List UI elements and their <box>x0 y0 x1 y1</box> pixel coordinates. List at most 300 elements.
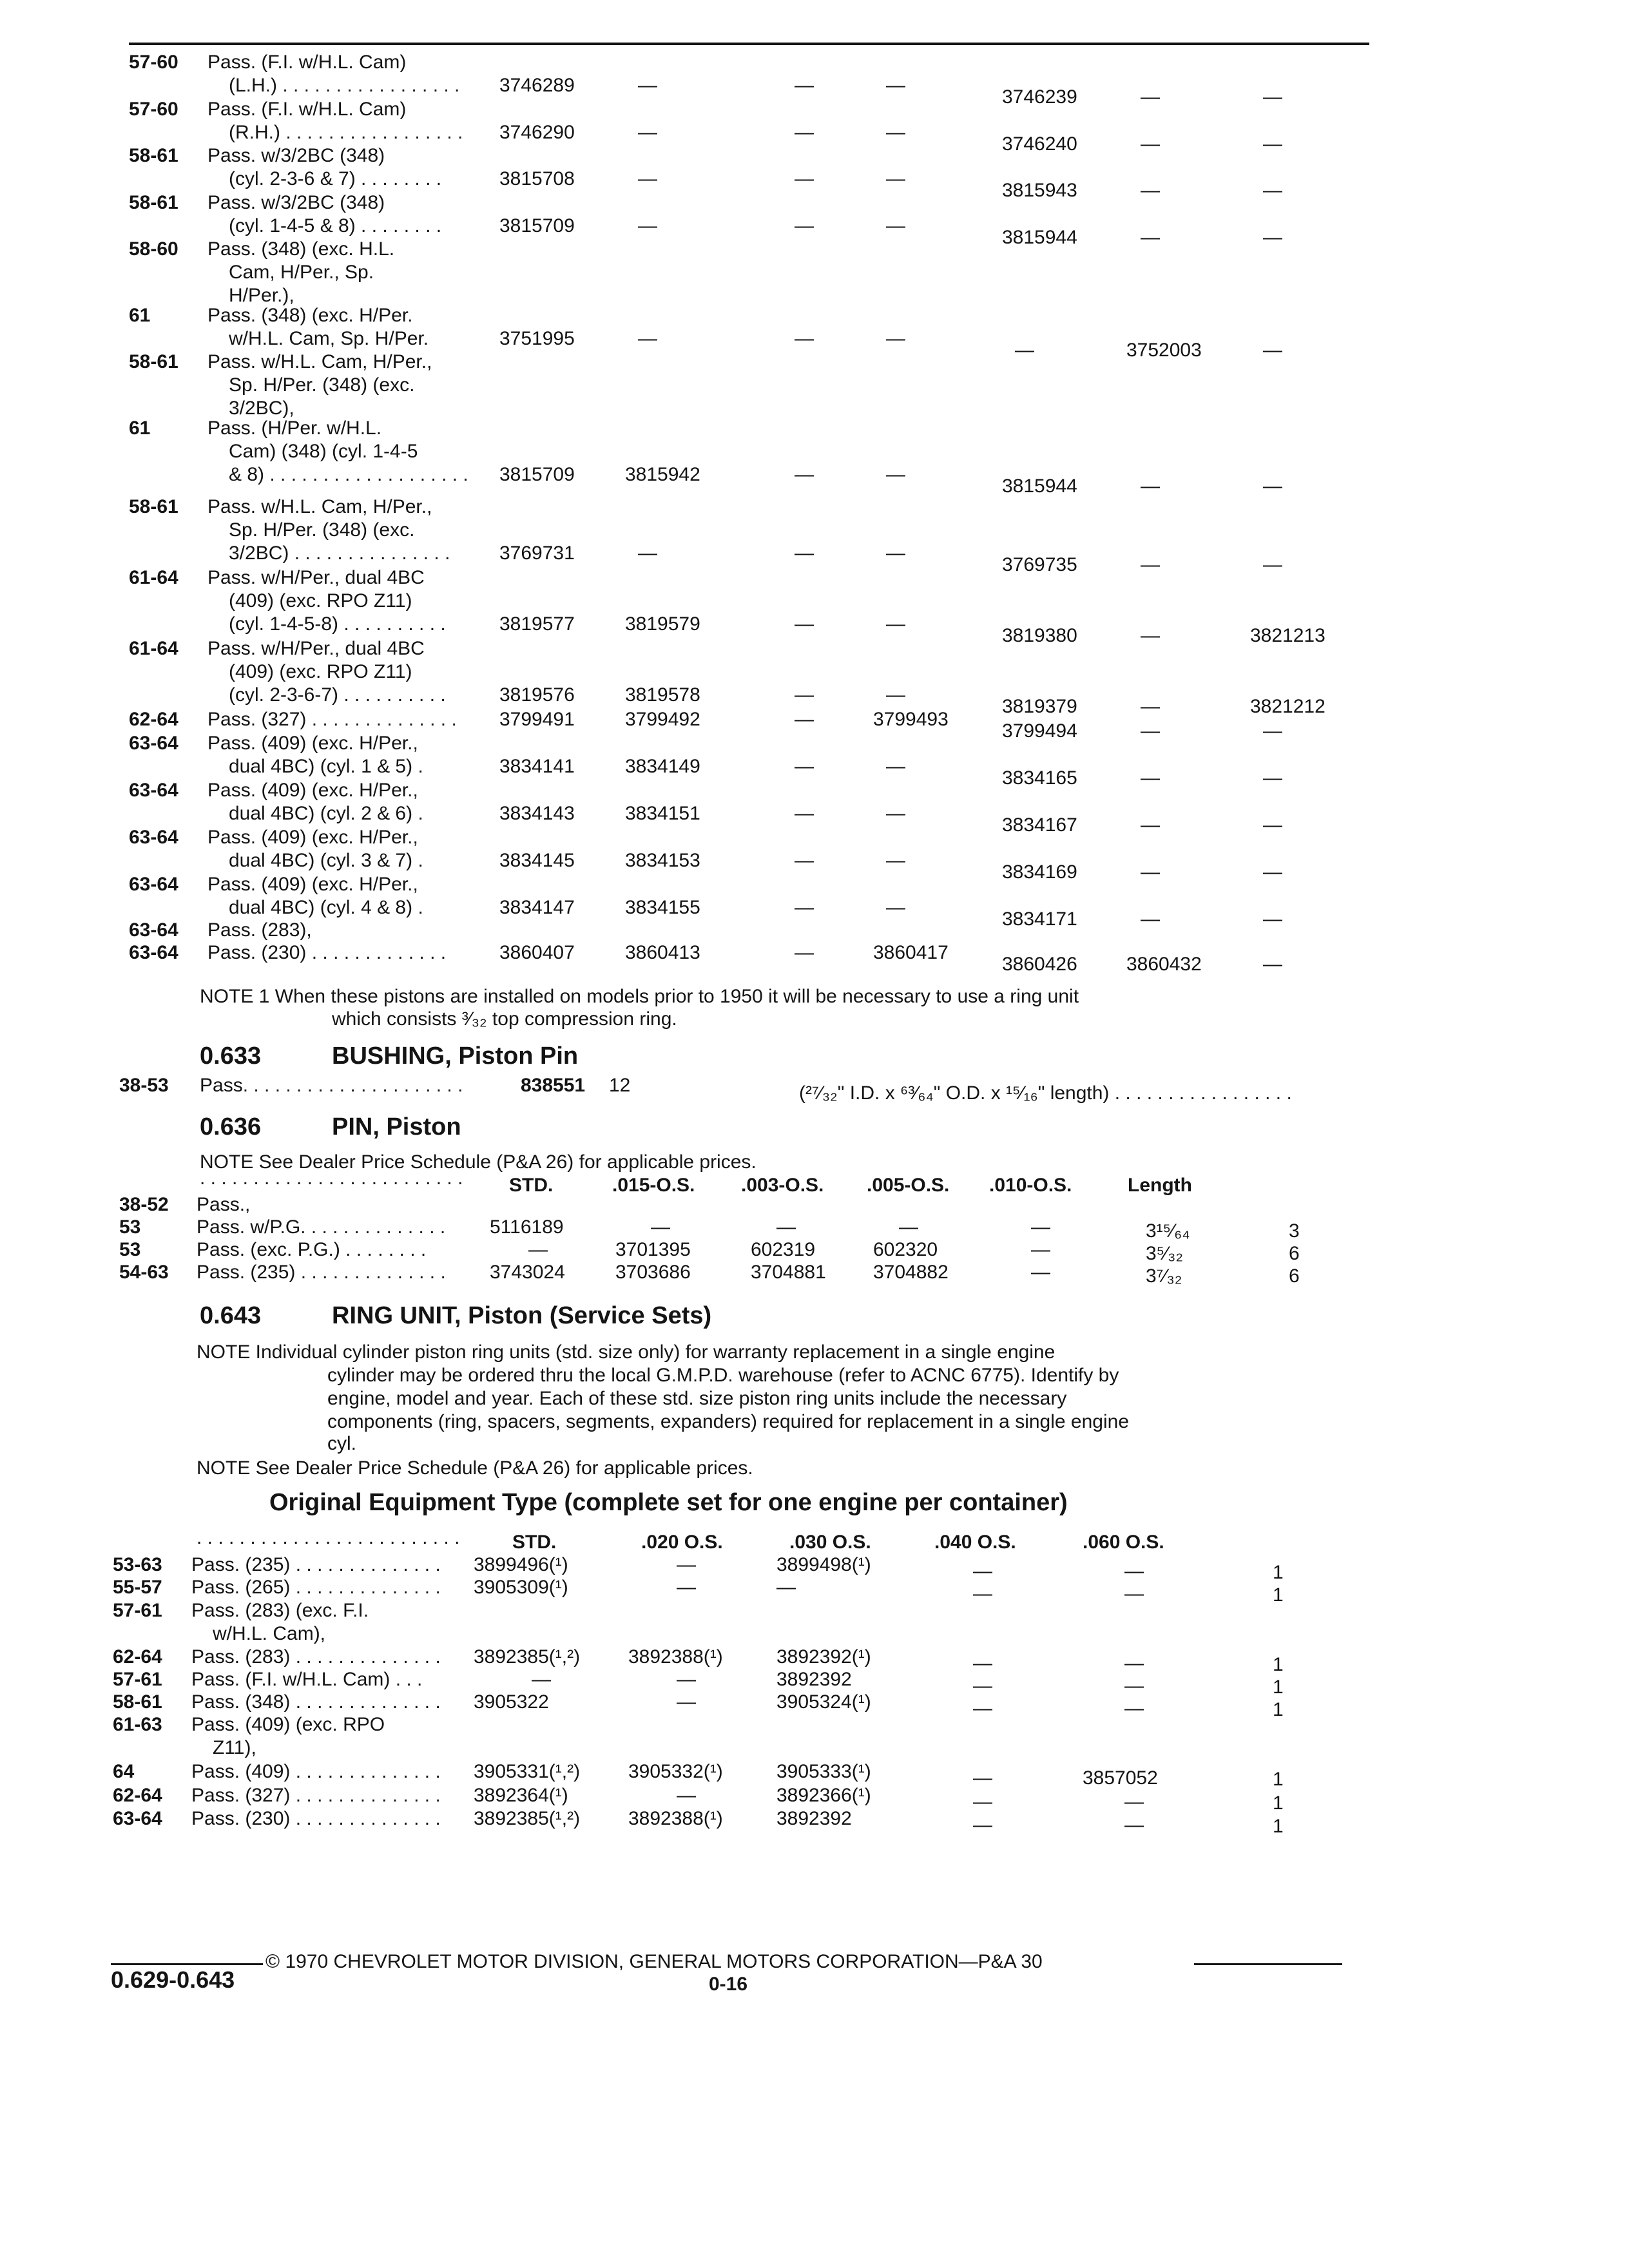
ring-row-040: — <box>973 1675 992 1696</box>
piston-row-desc: Pass. (409) (exc. H/Per., <box>207 733 418 754</box>
pin-row-desc: Pass. w/P.G. . . . . . . . . . . . . . <box>197 1216 446 1238</box>
piston-row-c4: — <box>886 215 905 236</box>
pin-row-length: 3¹⁵⁄₆₄ <box>1146 1220 1190 1242</box>
ring-row-desc: Pass. (230) . . . . . . . . . . . . . . <box>191 1808 441 1829</box>
ring-row-060: — <box>1124 1814 1144 1836</box>
ring-row-040: — <box>973 1698 992 1719</box>
piston-row-c4: — <box>886 75 905 96</box>
top-rule <box>129 43 1369 45</box>
piston-row-c6: — <box>1141 767 1160 789</box>
ring-row-030: 3905333(¹) <box>776 1761 871 1782</box>
piston-row-std: 3746290 <box>499 122 575 143</box>
note-1-line-2: which consists ³⁄₃₂ top compression ring. <box>332 1008 677 1030</box>
piston-row-std: 3819577 <box>499 613 575 635</box>
piston-row-years: 63-64 <box>129 942 178 963</box>
pin-row-qty: 3 <box>1289 1220 1300 1242</box>
piston-row-c2: — <box>638 543 657 564</box>
pin-row-015: 3701395 <box>615 1239 691 1260</box>
pin-row-005: — <box>899 1216 918 1238</box>
ring-row-desc-cont: w/H.L. Cam), <box>213 1623 326 1644</box>
piston-row-c4: — <box>886 756 905 777</box>
piston-row-c2: — <box>638 215 657 236</box>
piston-row-c7: — <box>1263 767 1282 789</box>
ring-row-years: 62-64 <box>113 1646 162 1667</box>
ring-row-std: — <box>532 1669 551 1690</box>
ring-section-number: 0.643 <box>200 1302 262 1329</box>
piston-row-years: 58-61 <box>129 192 178 213</box>
piston-row-c2: 3834149 <box>625 756 700 777</box>
ring-row-qty: 1 <box>1273 1792 1284 1814</box>
ring-row-years: 53-63 <box>113 1554 162 1575</box>
piston-row-desc: 3/2BC), <box>229 398 294 419</box>
ring-row-040: — <box>973 1653 992 1674</box>
pin-row-years: 53 <box>119 1216 141 1238</box>
ring-row-std: 3899496(¹) <box>474 1554 568 1575</box>
piston-row-desc: H/Per.), <box>229 285 294 306</box>
piston-row-desc: (L.H.) . . . . . . . . . . . . . . . . . <box>229 75 460 96</box>
piston-row-c5: 3769735 <box>1002 554 1077 575</box>
piston-row-c5: — <box>1015 340 1034 361</box>
piston-row-c3: — <box>795 75 814 96</box>
piston-row-c2: 3860413 <box>625 942 700 963</box>
piston-row-c4: — <box>886 543 905 564</box>
pin-row-003: 602319 <box>751 1239 816 1260</box>
pin-row-003: 3704881 <box>751 1262 826 1283</box>
pin-header: .015-O.S. <box>612 1175 695 1196</box>
ring-row-years: 58-61 <box>113 1691 162 1713</box>
piston-row-years: 63-64 <box>129 733 178 754</box>
piston-row-c5: 3819379 <box>1002 696 1077 717</box>
piston-row-c3: — <box>795 122 814 143</box>
pin-row-qty: 6 <box>1289 1265 1300 1287</box>
piston-row-c4: — <box>886 684 905 706</box>
piston-row-c2: — <box>638 75 657 96</box>
piston-row-desc: (cyl. 2-3-6 & 7) . . . . . . . . <box>229 168 442 189</box>
pin-row-std: 5116189 <box>490 1216 564 1238</box>
pin-row-desc: Pass. (235) . . . . . . . . . . . . . . <box>197 1262 446 1283</box>
piston-row-c4: — <box>886 168 905 189</box>
ring-row-040: — <box>973 1791 992 1812</box>
piston-row-std: 3746289 <box>499 75 575 96</box>
pin-row-desc: Pass. (exc. P.G.) . . . . . . . . <box>197 1239 427 1260</box>
ring-row-std: 3892385(¹,²) <box>474 1646 581 1667</box>
ring-row-qty: 1 <box>1273 1769 1284 1790</box>
piston-row-c6: — <box>1141 133 1160 155</box>
ring-row-years: 62-64 <box>113 1785 162 1806</box>
piston-row-desc: Pass. (409) (exc. H/Per., <box>207 827 418 848</box>
pin-header: STD. <box>509 1175 554 1196</box>
piston-row-desc: Pass. w/H.L. Cam, H/Per., <box>207 351 432 372</box>
piston-row-c3: — <box>795 328 814 349</box>
piston-row-years: 63-64 <box>129 780 178 801</box>
piston-row-c4: — <box>886 850 905 871</box>
piston-row-std: 3819576 <box>499 684 575 706</box>
pin-row-015: — <box>651 1216 670 1238</box>
ring-row-desc: Pass. (283) . . . . . . . . . . . . . . <box>191 1646 441 1667</box>
ring-row-030: 3892392(¹) <box>776 1646 871 1667</box>
ring-row-030: 3892392 <box>776 1808 852 1829</box>
piston-row-years: 61-64 <box>129 638 178 659</box>
ring-row-020: 3905332(¹) <box>628 1761 723 1782</box>
ring-row-030: — <box>776 1577 796 1598</box>
ring-row-desc: Pass. (348) . . . . . . . . . . . . . . <box>191 1691 441 1713</box>
ring-row-qty: 1 <box>1273 1677 1284 1698</box>
ring-row-desc: Pass. (327) . . . . . . . . . . . . . . <box>191 1785 441 1806</box>
piston-row-c5: 3746239 <box>1002 86 1077 108</box>
piston-row-c7: — <box>1263 954 1282 975</box>
ring-row-desc-cont: Z11), <box>213 1737 256 1758</box>
piston-row-std: 3815709 <box>499 215 575 236</box>
bushing-section-title: BUSHING, Piston Pin <box>332 1043 579 1070</box>
ring-header: STD. <box>512 1532 557 1553</box>
piston-row-c7: 3821212 <box>1250 696 1325 717</box>
pin-row-010: — <box>1031 1262 1050 1283</box>
piston-row-c5: 3834169 <box>1002 861 1077 883</box>
piston-row-std: 3815708 <box>499 168 575 189</box>
ring-row-040: — <box>973 1767 992 1789</box>
piston-row-c2: 3799492 <box>625 709 700 730</box>
piston-row-c7: — <box>1263 227 1282 248</box>
footer-range: 0.629-0.643 <box>111 1966 235 1993</box>
piston-row-desc: dual 4BC) (cyl. 1 & 5) . <box>229 756 423 777</box>
ring-row-qty: 1 <box>1273 1584 1284 1606</box>
ring-row-030: 3905324(¹) <box>776 1691 871 1713</box>
piston-row-c2: — <box>638 328 657 349</box>
piston-row-desc: dual 4BC) (cyl. 3 & 7) . <box>229 850 423 871</box>
footer-rule-right <box>1194 1963 1342 1965</box>
piston-row-std: 3751995 <box>499 328 575 349</box>
piston-row-c3: — <box>795 756 814 777</box>
ring-dots: . . . . . . . . . . . . . . . . . . . . . . . . . <box>197 1527 460 1548</box>
pin-row-015: 3703686 <box>615 1262 691 1283</box>
piston-row-c6: 3752003 <box>1126 340 1202 361</box>
ring-row-020: — <box>677 1785 696 1806</box>
piston-row-years: 58-60 <box>129 238 178 260</box>
ring-note-a-2: cylinder may be ordered thru the local G.M.P.D. warehouse (refer to ACNC 6775). Identify by <box>327 1365 1119 1386</box>
ring-row-desc: Pass. (235) . . . . . . . . . . . . . . <box>191 1554 441 1575</box>
piston-row-desc: Pass. w/H.L. Cam, H/Per., <box>207 496 432 517</box>
piston-row-c2: 3834153 <box>625 850 700 871</box>
pin-row-years: 38-52 <box>119 1194 169 1215</box>
piston-row-c3: — <box>795 709 814 730</box>
piston-row-desc: Cam) (348) (cyl. 1-4-5 <box>229 441 418 462</box>
piston-row-c4: — <box>886 122 905 143</box>
ring-note-a-5: cyl. <box>327 1433 356 1454</box>
ring-row-030: 3892392 <box>776 1669 852 1690</box>
piston-row-desc: Pass. (230) . . . . . . . . . . . . . <box>207 942 447 963</box>
piston-row-years: 63-64 <box>129 827 178 848</box>
piston-row-desc: Sp. H/Per. (348) (exc. <box>229 519 415 541</box>
piston-row-desc: Cam, H/Per., Sp. <box>229 262 374 283</box>
piston-row-c7: — <box>1263 720 1282 742</box>
ring-row-desc: Pass. (265) . . . . . . . . . . . . . . <box>191 1577 441 1598</box>
piston-row-c5: 3819380 <box>1002 625 1077 646</box>
ring-row-060: — <box>1124 1675 1144 1696</box>
ring-row-020: — <box>677 1554 696 1575</box>
piston-row-desc: Pass. (409) (exc. H/Per., <box>207 874 418 895</box>
piston-row-desc: (cyl. 1-4-5 & 8) . . . . . . . . <box>229 215 442 236</box>
footer-rule-left <box>111 1963 263 1965</box>
piston-row-c7: — <box>1263 133 1282 155</box>
piston-row-desc: Pass. (283), <box>207 919 312 941</box>
pin-row-010: — <box>1031 1239 1050 1260</box>
ring-header: .060 O.S. <box>1083 1532 1164 1553</box>
piston-row-c6: — <box>1141 86 1160 108</box>
ring-row-std: 3905309(¹) <box>474 1577 568 1598</box>
piston-row-desc: Pass. (F.I. w/H.L. Cam) <box>207 99 407 120</box>
ring-subtitle: Original Equipment Type (complete set for one engine per container) <box>269 1489 1068 1516</box>
ring-row-040: — <box>973 1561 992 1582</box>
piston-row-std: 3815709 <box>499 464 575 485</box>
piston-row-years: 61 <box>129 418 151 439</box>
piston-row-c3: — <box>795 464 814 485</box>
piston-row-c4: — <box>886 464 905 485</box>
ring-row-years: 57-61 <box>113 1600 162 1621</box>
piston-row-years: 58-61 <box>129 351 178 372</box>
ring-row-desc: Pass. (283) (exc. F.I. <box>191 1600 369 1621</box>
pin-row-std: — <box>528 1239 548 1260</box>
ring-row-years: 63-64 <box>113 1808 162 1829</box>
piston-row-c7: — <box>1263 476 1282 497</box>
ring-row-020: 3892388(¹) <box>628 1808 723 1829</box>
piston-row-c5: 3746240 <box>1002 133 1077 155</box>
piston-row-desc: Pass. w/H/Per., dual 4BC <box>207 567 425 588</box>
piston-row-desc: Pass. (409) (exc. H/Per., <box>207 780 418 801</box>
ring-row-desc: Pass. (F.I. w/H.L. Cam) . . . <box>191 1669 423 1690</box>
piston-row-c6: — <box>1141 180 1160 201</box>
ring-row-std: 3892364(¹) <box>474 1785 568 1806</box>
piston-row-c5: 3815944 <box>1002 476 1077 497</box>
piston-row-c2: 3834155 <box>625 897 700 918</box>
ring-row-std: 3905322 <box>474 1691 549 1713</box>
ring-row-qty: 1 <box>1273 1699 1284 1720</box>
pin-row-years: 53 <box>119 1239 141 1260</box>
piston-row-std: 3834143 <box>499 803 575 824</box>
ring-row-040: — <box>973 1583 992 1604</box>
piston-row-desc: & 8) . . . . . . . . . . . . . . . . . . . <box>229 464 468 485</box>
piston-row-desc: Pass. (348) (exc. H.L. <box>207 238 395 260</box>
piston-row-c2: — <box>638 168 657 189</box>
piston-row-c7: — <box>1263 814 1282 836</box>
piston-row-desc: Pass. w/H/Per., dual 4BC <box>207 638 425 659</box>
note-1-line-1: NOTE 1 When these pistons are installed on models prior to 1950 it will be necessary to use a ring unit <box>200 986 1079 1007</box>
piston-row-desc: Pass. (F.I. w/H.L. Cam) <box>207 52 407 73</box>
piston-row-desc: Pass. w/3/2BC (348) <box>207 145 385 166</box>
ring-row-060: — <box>1124 1698 1144 1719</box>
piston-row-desc: (409) (exc. RPO Z11) <box>229 661 412 682</box>
piston-row-c2: 3819579 <box>625 613 700 635</box>
ring-section-title: RING UNIT, Piston (Service Sets) <box>332 1302 712 1329</box>
bushing-section-number: 0.633 <box>200 1043 262 1070</box>
piston-row-c7: 3821213 <box>1250 625 1325 646</box>
piston-row-c4: — <box>886 803 905 824</box>
piston-row-desc: (R.H.) . . . . . . . . . . . . . . . . . <box>229 122 463 143</box>
ring-row-030: 3899498(¹) <box>776 1554 871 1575</box>
piston-row-c6: — <box>1141 227 1160 248</box>
piston-row-desc: dual 4BC) (cyl. 2 & 6) . <box>229 803 423 824</box>
bushing-qty: 12 <box>609 1075 631 1096</box>
piston-row-years: 58-61 <box>129 496 178 517</box>
ring-note-a-1: NOTE Individual cylinder piston ring units (std. size only) for warranty replacement in a single engine <box>197 1341 1055 1363</box>
piston-row-std: 3834141 <box>499 756 575 777</box>
ring-row-020: — <box>677 1691 696 1713</box>
ring-row-qty: 1 <box>1273 1816 1284 1837</box>
pin-header: .005-O.S. <box>867 1175 950 1196</box>
piston-row-c6: — <box>1141 476 1160 497</box>
bushing-years: 38-53 <box>119 1075 169 1096</box>
ring-row-desc: Pass. (409) (exc. RPO <box>191 1714 385 1735</box>
piston-row-years: 57-60 <box>129 99 178 120</box>
piston-row-c6: — <box>1141 554 1160 575</box>
piston-row-c3: — <box>795 613 814 635</box>
piston-row-c7: — <box>1263 86 1282 108</box>
piston-row-c6: — <box>1141 720 1160 742</box>
piston-row-c7: — <box>1263 554 1282 575</box>
bushing-desc: Pass. . . . . . . . . . . . . . . . . . . . . <box>200 1075 463 1096</box>
pin-row-std: 3743024 <box>490 1262 565 1283</box>
piston-row-c6: — <box>1141 696 1160 717</box>
piston-row-c3: — <box>795 168 814 189</box>
piston-row-desc: (409) (exc. RPO Z11) <box>229 590 412 611</box>
pin-row-qty: 6 <box>1289 1243 1300 1264</box>
ring-row-060: — <box>1124 1561 1144 1582</box>
piston-row-c5: 3815943 <box>1002 180 1077 201</box>
piston-row-desc: Sp. H/Per. (348) (exc. <box>229 374 415 396</box>
ring-header: .040 O.S. <box>934 1532 1016 1553</box>
ring-row-060: — <box>1124 1653 1144 1674</box>
ring-row-020: — <box>677 1577 696 1598</box>
piston-row-std: 3860407 <box>499 942 575 963</box>
piston-row-c4: — <box>886 897 905 918</box>
ring-header: .030 O.S. <box>789 1532 871 1553</box>
piston-row-c3: — <box>795 942 814 963</box>
piston-row-c5: 3834171 <box>1002 908 1077 930</box>
ring-row-std: 3892385(¹,²) <box>474 1808 581 1829</box>
ring-row-020: 3892388(¹) <box>628 1646 723 1667</box>
ring-row-060: — <box>1124 1583 1144 1604</box>
ring-row-years: 64 <box>113 1761 135 1782</box>
piston-row-c3: — <box>795 543 814 564</box>
piston-row-std: 3834147 <box>499 897 575 918</box>
piston-row-c5: 3815944 <box>1002 227 1077 248</box>
ring-row-years: 61-63 <box>113 1714 162 1735</box>
footer-copyright: © 1970 CHEVROLET MOTOR DIVISION, GENERAL MOTORS CORPORATION—P&A 30 <box>265 1951 1043 1972</box>
piston-row-c7: — <box>1263 340 1282 361</box>
pin-row-005: 602320 <box>873 1239 938 1260</box>
piston-row-years: 62-64 <box>129 709 178 730</box>
piston-row-c5: 3799494 <box>1002 720 1077 742</box>
piston-row-c5: 3860426 <box>1002 954 1077 975</box>
piston-row-c6: 3860432 <box>1126 954 1202 975</box>
piston-row-years: 58-61 <box>129 145 178 166</box>
piston-row-c6: — <box>1141 625 1160 646</box>
piston-row-c5: 3834167 <box>1002 814 1077 836</box>
ring-note-a-4: components (ring, spacers, segments, expanders) required for replacement in a single engine <box>327 1411 1130 1432</box>
piston-row-desc: 3/2BC) . . . . . . . . . . . . . . . <box>229 543 450 564</box>
piston-row-c2: 3834151 <box>625 803 700 824</box>
pin-row-003: — <box>776 1216 796 1238</box>
piston-row-desc: w/H.L. Cam, Sp. H/Per. <box>229 328 429 349</box>
piston-row-c3: — <box>795 803 814 824</box>
ring-row-years: 55-57 <box>113 1577 162 1598</box>
piston-row-c3: — <box>795 684 814 706</box>
pin-row-010: — <box>1031 1216 1050 1238</box>
piston-row-std: 3834145 <box>499 850 575 871</box>
pin-section-number: 0.636 <box>200 1113 262 1140</box>
bushing-spec: (²⁷⁄₃₂" I.D. x ⁶³⁄₆₄" O.D. x ¹⁵⁄₁₆" length) . . . . . . . . . . . . . . . . . <box>799 1082 1292 1104</box>
piston-row-std: 3769731 <box>499 543 575 564</box>
piston-row-years: 61 <box>129 305 151 326</box>
piston-row-c4: 3860417 <box>873 942 949 963</box>
piston-row-c2: — <box>638 122 657 143</box>
pin-header: Length <box>1128 1175 1192 1196</box>
ring-row-060: 3857052 <box>1083 1767 1158 1789</box>
piston-row-c7: — <box>1263 861 1282 883</box>
piston-row-desc: Pass. w/3/2BC (348) <box>207 192 385 213</box>
pin-row-length: 3⁵⁄₃₂ <box>1146 1243 1183 1264</box>
ring-row-020: — <box>677 1669 696 1690</box>
ring-row-qty: 1 <box>1273 1562 1284 1583</box>
piston-row-years: 63-64 <box>129 919 178 941</box>
piston-row-years: 61-64 <box>129 567 178 588</box>
piston-row-desc: Pass. (327) . . . . . . . . . . . . . . <box>207 709 457 730</box>
pin-header: .010-O.S. <box>989 1175 1072 1196</box>
ring-row-desc: Pass. (409) . . . . . . . . . . . . . . <box>191 1761 441 1782</box>
piston-row-c6: — <box>1141 908 1160 930</box>
ring-row-qty: 1 <box>1273 1654 1284 1675</box>
piston-row-c4: 3799493 <box>873 709 949 730</box>
ring-row-060: — <box>1124 1791 1144 1812</box>
pin-section-title: PIN, Piston <box>332 1113 461 1140</box>
ring-note-a-3: engine, model and year. Each of these std. size piston ring units include the necessary <box>327 1388 1067 1409</box>
piston-row-c7: — <box>1263 180 1282 201</box>
pin-row-length: 3⁷⁄₃₂ <box>1146 1265 1182 1287</box>
piston-row-desc: Pass. (348) (exc. H/Per. <box>207 305 413 326</box>
ring-row-030: 3892366(¹) <box>776 1785 871 1806</box>
piston-row-desc: (cyl. 1-4-5-8) . . . . . . . . . . <box>229 613 446 635</box>
piston-row-c2: 3819578 <box>625 684 700 706</box>
piston-row-c4: — <box>886 613 905 635</box>
piston-row-c6: — <box>1141 861 1160 883</box>
piston-row-desc: (cyl. 2-3-6-7) . . . . . . . . . . <box>229 684 446 706</box>
ring-note-b: NOTE See Dealer Price Schedule (P&A 26) for applicable prices. <box>197 1457 753 1479</box>
piston-row-c3: — <box>795 850 814 871</box>
bushing-part: 838551 <box>521 1075 586 1096</box>
piston-row-years: 63-64 <box>129 874 178 895</box>
pin-dots: . . . . . . . . . . . . . . . . . . . . . . . . . <box>200 1168 463 1189</box>
piston-row-years: 57-60 <box>129 52 178 73</box>
piston-row-c2: 3815942 <box>625 464 700 485</box>
piston-row-desc: Pass. (H/Per. w/H.L. <box>207 418 382 439</box>
piston-row-c7: — <box>1263 908 1282 930</box>
ring-row-std: 3905331(¹,²) <box>474 1761 581 1782</box>
pin-row-005: 3704882 <box>873 1262 949 1283</box>
piston-row-std: 3799491 <box>499 709 575 730</box>
ring-row-040: — <box>973 1814 992 1836</box>
piston-row-c5: 3834165 <box>1002 767 1077 789</box>
piston-row-c6: — <box>1141 814 1160 836</box>
pin-note: NOTE See Dealer Price Schedule (P&A 26) for applicable prices. <box>200 1151 757 1173</box>
piston-row-desc: dual 4BC) (cyl. 4 & 8) . <box>229 897 423 918</box>
piston-row-c3: — <box>795 897 814 918</box>
ring-row-years: 57-61 <box>113 1669 162 1690</box>
footer-page: 0-16 <box>709 1974 748 1995</box>
pin-row-years: 54-63 <box>119 1262 169 1283</box>
pin-header: .003-O.S. <box>741 1175 824 1196</box>
piston-row-c3: — <box>795 215 814 236</box>
piston-row-c4: — <box>886 328 905 349</box>
ring-header: .020 O.S. <box>641 1532 723 1553</box>
